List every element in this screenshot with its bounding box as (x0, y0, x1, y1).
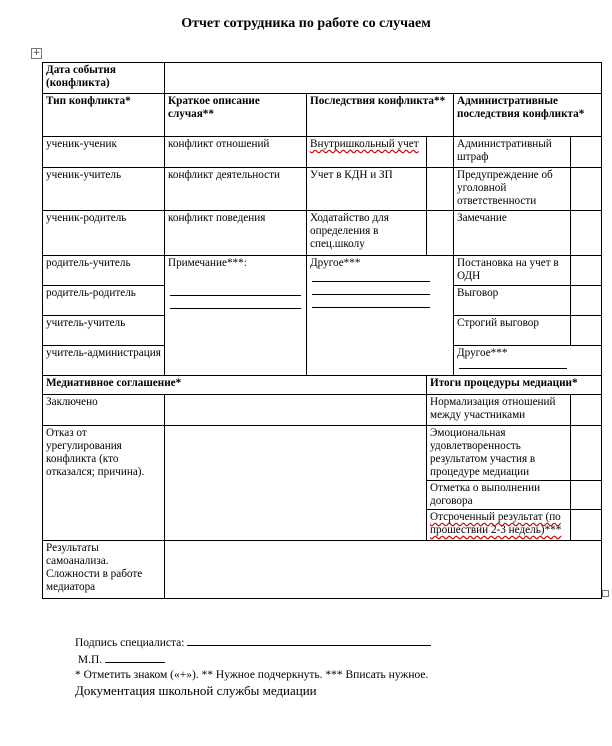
self-analysis-field[interactable] (165, 541, 602, 599)
admin-mark[interactable] (571, 168, 602, 211)
other-line[interactable] (312, 283, 430, 295)
type-option[interactable]: родитель-родитель (43, 286, 165, 316)
consequence-option[interactable]: Учет в КДН и ЗП (307, 168, 427, 211)
mediation-refusal-label: Отказ от урегулирования конфликта (кто отказался; причина). (43, 426, 165, 541)
delayed-result-text: Отсроченный результат (по прошествии 2-3 недель)*** (430, 511, 562, 536)
note-field[interactable] (165, 256, 307, 376)
result-mark[interactable] (571, 395, 602, 426)
type-option[interactable]: ученик-учитель (43, 168, 165, 211)
description-option[interactable]: конфликт деятельности (165, 168, 307, 211)
header-consequences: Последствия конфликта** (307, 94, 454, 137)
result-mark[interactable] (571, 510, 602, 541)
type-option[interactable]: ученик-родитель (43, 211, 165, 256)
event-date-field[interactable] (165, 63, 602, 94)
admin-option[interactable]: Замечание (454, 211, 571, 256)
footnotes: * Отметить знаком («+»). ** Нужное подчеркнуть. *** Вписать нужное. (75, 669, 429, 681)
footer (75, 634, 431, 698)
type-option[interactable]: родитель-учитель (43, 256, 165, 286)
admin-mark[interactable] (571, 211, 602, 256)
result-label: Эмоциональная удовлетворенность результатом участия в процедуре медиации (427, 426, 571, 481)
mediation-refusal-field[interactable] (165, 426, 427, 541)
other-consequence-label: Другое*** (310, 257, 361, 269)
consequence-option[interactable]: Ходатайство для определения в спец.школу (307, 211, 427, 256)
type-option[interactable]: учитель-администрация (43, 346, 165, 376)
admin-mark[interactable] (571, 286, 602, 316)
type-option[interactable]: учитель-учитель (43, 316, 165, 346)
description-option[interactable]: конфликт отношений (165, 137, 307, 168)
other-line[interactable] (312, 296, 430, 308)
admin-other-field[interactable] (454, 346, 602, 376)
admin-option[interactable]: Строгий выговор (454, 316, 571, 346)
results-header: Итоги процедуры медиации* (427, 376, 602, 395)
other-line[interactable] (312, 270, 430, 282)
admin-option[interactable]: Выговор (454, 286, 571, 316)
admin-option[interactable]: Предупреждение об уголовной ответственности (454, 168, 571, 211)
self-analysis-label: Результаты самоанализа. Сложности в работе медиатора (43, 541, 165, 599)
stamp-line[interactable] (105, 651, 165, 663)
mediation-concluded-field[interactable] (165, 395, 427, 426)
note-line[interactable] (170, 297, 301, 309)
consequence-option[interactable] (307, 137, 427, 168)
admin-option[interactable]: Постановка на учет в ОДН (454, 256, 571, 286)
report-table (42, 62, 602, 599)
header-description: Краткое описание случая** (165, 94, 307, 137)
admin-mark[interactable] (571, 137, 602, 168)
mediation-concluded-label: Заключено (43, 395, 165, 426)
result-label: Отметка о выполнении договора (427, 481, 571, 510)
header-admin-consequences: Административные последствия конфликта* (454, 94, 602, 137)
admin-mark[interactable] (571, 256, 602, 286)
other-consequence-field[interactable] (307, 256, 454, 376)
note-line[interactable] (170, 284, 301, 296)
consequence-text: Внутришкольный учет (310, 138, 419, 150)
signature-line[interactable] (187, 634, 431, 646)
signature-label: Подпись специалиста: (75, 637, 185, 649)
type-option[interactable]: ученик-ученик (43, 137, 165, 168)
table-resize-handle[interactable] (602, 590, 609, 597)
result-mark[interactable] (571, 426, 602, 481)
table-move-handle-icon[interactable]: + (32, 48, 41, 58)
admin-option[interactable]: Административный штраф (454, 137, 571, 168)
admin-other-label: Другое*** (457, 347, 508, 359)
result-label (427, 510, 571, 541)
consequence-mark[interactable] (427, 211, 454, 256)
consequence-mark[interactable] (427, 137, 454, 168)
document-title: Отчет сотрудника по работе со случаем (181, 16, 431, 31)
description-option[interactable]: конфликт поведения (165, 211, 307, 256)
result-label: Нормализация отношений между участниками (427, 395, 571, 426)
result-mark[interactable] (571, 481, 602, 510)
header-conflict-type: Тип конфликта* (43, 94, 165, 137)
note-label: Примечание***: (168, 257, 247, 269)
admin-mark[interactable] (571, 316, 602, 346)
documentation-label: Документация школьной службы медиации (75, 683, 317, 698)
stamp-label: М.П. (77, 654, 103, 666)
consequence-mark[interactable] (427, 168, 454, 211)
mediation-header: Медиативное соглашение* (43, 376, 427, 395)
event-date-label: Дата события (конфликта) (43, 63, 165, 94)
